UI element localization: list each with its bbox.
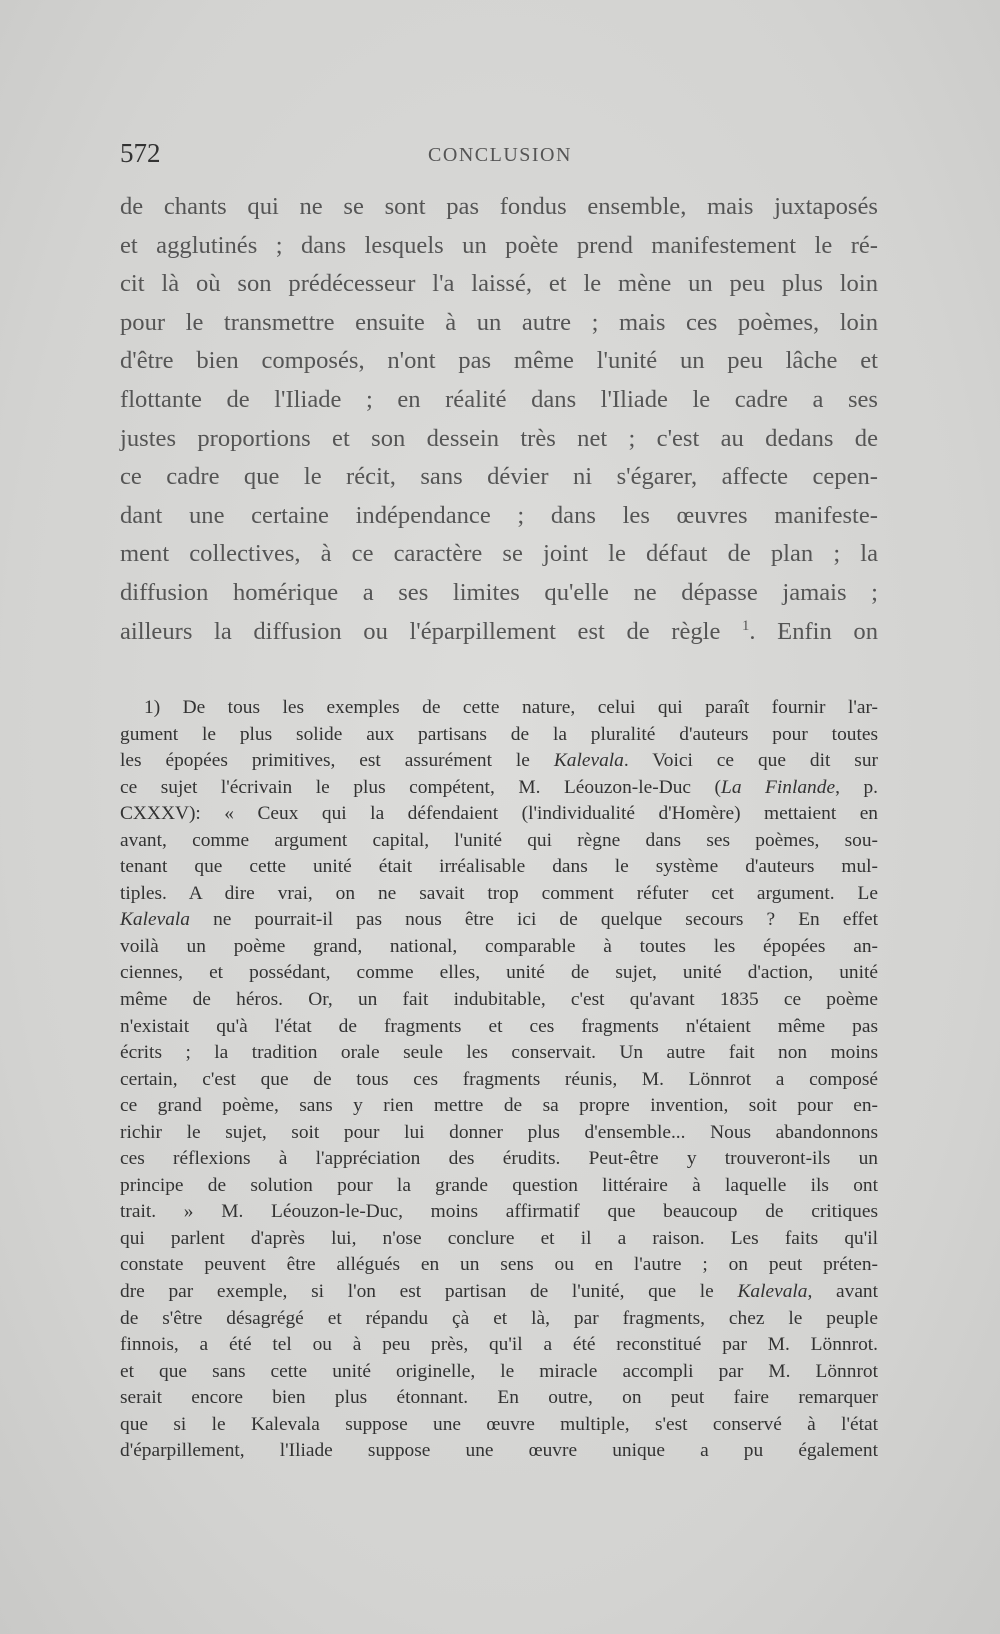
text-line: flottante de l'Iliade ; en réalité dans l'Iliade le cadre a ses — [120, 385, 878, 413]
footnote-line: tiples. A dire vrai, on ne savait trop comment réfuter cet argument. Le — [120, 882, 878, 904]
footnote-line: constate peuvent être allégués en un sens ou en l'autre ; on peut préten- — [120, 1254, 878, 1276]
italic-title: La Finlande — [721, 776, 836, 798]
italic-title: Kalevala — [737, 1281, 808, 1303]
text-segment: , avant — [807, 1281, 879, 1303]
text-line: ce cadre que le récit, sans dévier ni s'égarer, affecte cepen- — [120, 463, 878, 491]
text-line: pour le transmettre ensuite à un autre ; mais ces poèmes, loin — [120, 308, 878, 336]
footnote-line — [120, 775, 878, 802]
footnote-line: écrits ; la tradition orale seule les conservait. Un autre fait non moins — [120, 1042, 878, 1064]
footnote-line: richir le sujet, soit pour lui donner plus d'ensemble... Nous abandonnons — [120, 1121, 878, 1143]
text-segment: les épopées primitives, est assurément le — [120, 750, 554, 772]
footnote-line — [120, 907, 878, 934]
footnote-line: CXXXV): « Ceux qui la défendaient (l'individualité d'Homère) mettaient en — [120, 803, 878, 825]
text-line: cit là où son prédécesseur l'a laissé, et le mène un peu plus loin — [120, 270, 878, 298]
footnote-line: principe de solution pour la grande question littéraire à laquelle ils ont — [120, 1174, 878, 1196]
footnote-line: n'existait qu'à l'état de fragments et ces fragments n'étaient même pas — [120, 1015, 878, 1037]
text-line: d'être bien composés, n'ont pas même l'unité un peu lâche et — [120, 347, 878, 375]
running-title: CONCLUSION — [428, 144, 572, 166]
italic-title: Kalevala — [120, 909, 191, 931]
footnote-line: 1) De tous les exemples de cette nature, celui qui paraît fournir l'ar- — [144, 697, 878, 718]
text-line: dant une certaine indépendance ; dans les œuvres manifeste- — [120, 501, 878, 529]
footnote — [120, 695, 878, 1465]
main-text — [120, 188, 878, 651]
footnote-line: ces réflexions à l'appréciation des érudits. Peut-être y trouveront-ils un — [120, 1148, 878, 1170]
text-segment: ne pourrait-il pas nous être ici de quelque secours ? En effet — [190, 909, 878, 931]
text-line: de chants qui ne se sont pas fondus ensemble, mais juxtaposés — [120, 193, 878, 220]
footnote-line: trait. » M. Léouzon-le-Duc, moins affirmatif que beaucoup de critiques — [120, 1201, 878, 1223]
page-number: 572 — [120, 138, 161, 168]
text-segment: . Voici ce que dit sur — [623, 750, 878, 772]
footnote-line — [120, 1279, 878, 1306]
footnote-line — [120, 748, 878, 775]
footnote-line: serait encore bien plus étonnant. En outre, on peut faire remarquer — [120, 1387, 878, 1409]
page-header — [120, 138, 880, 174]
footnote-line: et que sans cette unité originelle, le miracle accompli par M. Lönnrot — [120, 1360, 878, 1382]
footnote-line: finnois, a été tel ou à peu près, qu'il a été reconstitué par M. Lönnrot. — [120, 1334, 878, 1356]
footnote-line: qui parlent d'après lui, n'ose conclure et il a raison. Les faits qu'il — [120, 1227, 878, 1249]
footnote-line: certain, c'est que de tous ces fragments réunis, M. Lönnrot a composé — [120, 1068, 878, 1090]
footnote-line: de s'être désagrégé et répandu çà et là, par fragments, chez le peuple — [120, 1307, 878, 1329]
text-line — [120, 613, 878, 652]
footnote-line: voilà un poème grand, national, comparable à toutes les épopées an- — [120, 935, 878, 957]
footnote-line: même de héros. Or, un fait indubitable, c'est qu'avant 1835 ce poème — [120, 989, 878, 1011]
text-line: diffusion homérique a ses limites qu'elle ne dépasse jamais ; — [120, 578, 878, 606]
footnote-line: gument le plus solide aux partisans de la pluralité d'auteurs pour toutes — [120, 723, 878, 745]
footnote-line: ciennes, et possédant, comme elles, unité de sujet, unité d'action, unité — [120, 962, 878, 984]
text-segment: ailleurs la diffusion ou l'éparpillement est de règle — [120, 617, 721, 645]
footnote-line: ce grand poème, sans y rien mettre de sa propre invention, soit pour en- — [120, 1095, 878, 1117]
text-line: et agglutinés ; dans lesquels un poète prend manifestement le ré- — [120, 231, 878, 259]
text-segment: dre par exemple, si l'on est partisan de l'unité, que le — [120, 1281, 738, 1303]
text-segment: , p. — [835, 776, 878, 798]
italic-title: Kalevala — [553, 750, 624, 772]
footnote-line: tenant que cette unité était irréalisable dans le système d'auteurs mul- — [120, 856, 878, 878]
footnote-line: que si le Kalevala suppose une œuvre multiple, s'est conservé à l'état — [120, 1413, 878, 1435]
footnote-line: d'éparpillement, l'Iliade suppose une œuvre unique a pu également — [120, 1440, 878, 1462]
text-segment: ce sujet l'écrivain le plus compétent, M. Léouzon-le-Duc ( — [120, 776, 722, 798]
text-line: justes proportions et son dessein très net ; c'est au dedans de — [120, 424, 878, 452]
footnote-reference[interactable]: 1 — [742, 617, 750, 634]
text-line: ment collectives, à ce caractère se joint le défaut de plan ; la — [120, 540, 878, 568]
footnote-line: avant, comme argument capital, l'unité qui règne dans ses poèmes, sou- — [120, 829, 878, 851]
text-segment: . Enfin on — [749, 617, 878, 645]
